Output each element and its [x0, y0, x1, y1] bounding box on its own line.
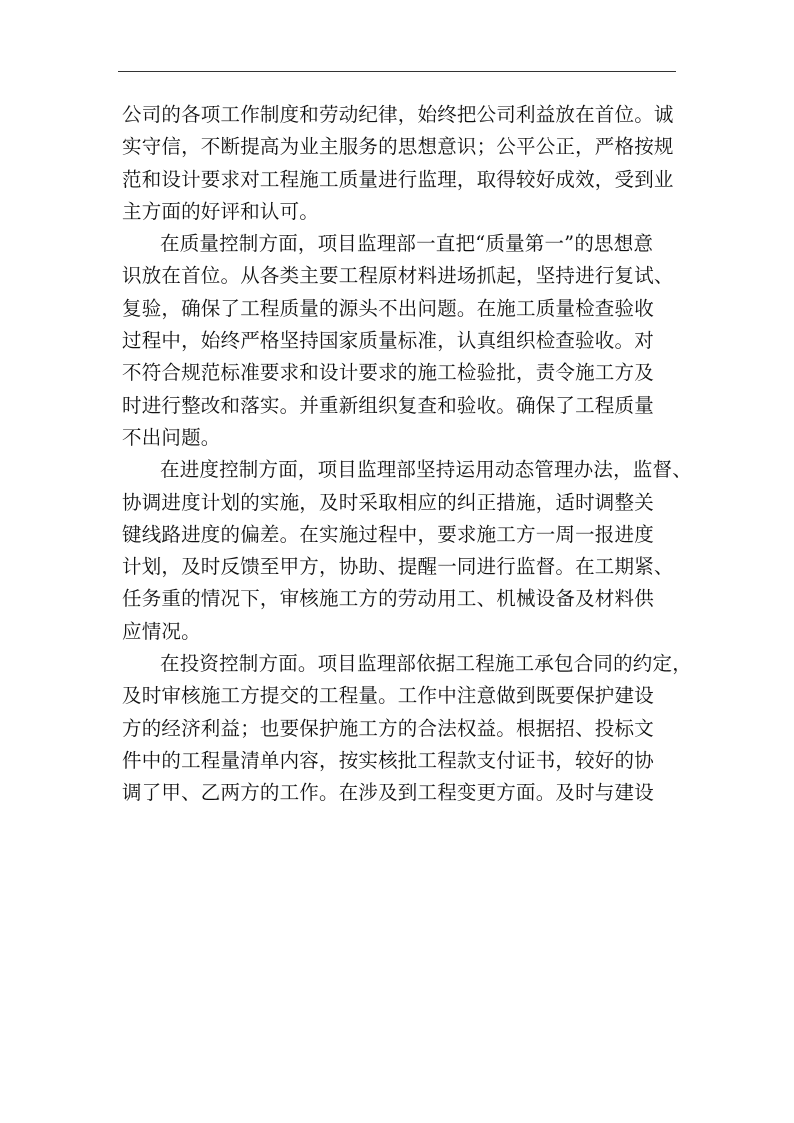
text-line: 方的经济利益；也要保护施工方的合法权益。根据招、投标文 — [122, 716, 654, 740]
text-line: 键线路进度的偏差。在实施过程中，要求施工方一周一报进度 — [122, 522, 654, 546]
text-line: 件中的工程量清单内容，按实核批工程款支付证书，较好的协 — [122, 748, 654, 772]
text-line: 识放在首位。从各类主要工程原材料进场抓起，坚持进行复试、 — [122, 264, 674, 288]
body-text — [122, 102, 692, 813]
text-line: 任务重的情况下，审核施工方的劳动用工、机械设备及材料供 — [122, 587, 654, 611]
text-line: 计划，及时反馈至甲方，协助、提醒一同进行监督。在工期紧、 — [122, 555, 674, 579]
text-line: 调了甲、乙两方的工作。在涉及到工程变更方面。及时与建设 — [122, 781, 654, 805]
text-line: 不出问题。 — [122, 425, 221, 449]
text-line: 范和设计要求对工程施工质量进行监理，取得较好成效，受到业 — [122, 167, 674, 191]
text-line: 公司的各项工作制度和劳动纪律，始终把公司利益放在首位。诚 — [122, 103, 674, 126]
text-line: 复验，确保了工程质量的源头不出问题。在施工质量检查验收 — [122, 296, 654, 320]
paragraph-investment-start: 在投资控制方面。项目监理部依据工程施工承包合同的约定， — [160, 652, 692, 676]
header-rule — [118, 71, 676, 72]
text-line: 主方面的好评和认可。 — [122, 199, 320, 223]
text-line: 不符合规范标准要求和设计要求的施工检验批，责令施工方及 — [122, 361, 654, 385]
text-line: 实守信，不断提高为业主服务的思想意识；公平公正，严格按规 — [122, 135, 674, 159]
text-line: 协调进度计划的实施，及时采取相应的纠正措施，适时调整关 — [122, 490, 654, 514]
text-line: 时进行整改和落实。并重新组织复查和验收。确保了工程质量 — [122, 393, 654, 417]
text-line: 及时审核施工方提交的工程量。工作中注意做到既要保护建设 — [122, 684, 654, 708]
text-line: 过程中，始终严格坚持国家质量标准，认真组织检查验收。对 — [122, 329, 654, 353]
paragraph-quality-start: 在质量控制方面，项目监理部一直把“质量第一”的思想意 — [160, 232, 654, 256]
paragraph-schedule-start: 在进度控制方面，项目监理部坚持运用动态管理办法，监督、 — [160, 458, 692, 482]
text-line: 应情况。 — [122, 619, 201, 643]
